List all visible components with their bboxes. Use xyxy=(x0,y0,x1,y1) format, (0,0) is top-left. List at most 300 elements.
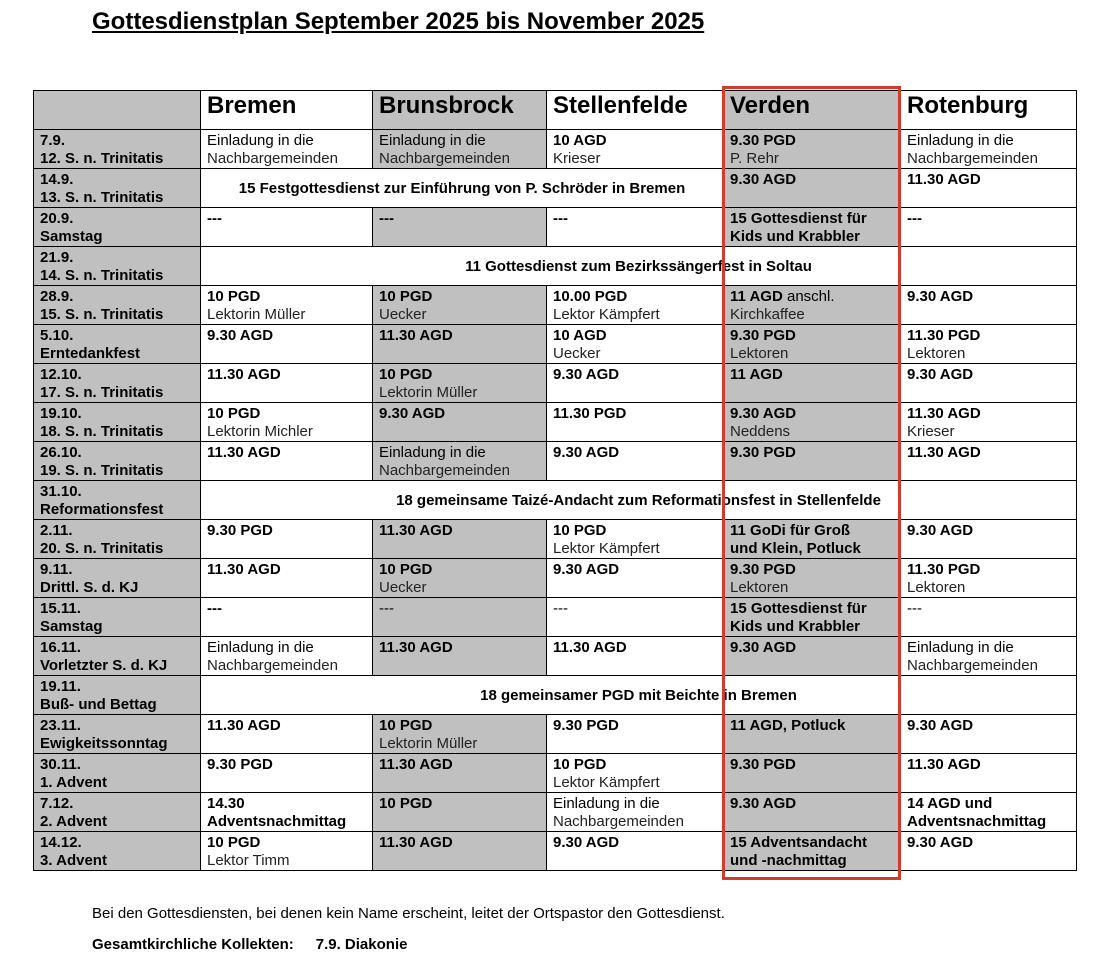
service-cell-rotenburg xyxy=(901,520,1077,559)
service-cell-verden xyxy=(724,208,901,247)
service-time: 11.30 AGD xyxy=(207,444,281,461)
service-time: 9.30 AGD xyxy=(730,405,797,422)
service-time: 11.30 AGD xyxy=(207,561,281,578)
row-date: 21.9. xyxy=(40,249,74,266)
service-line-1 xyxy=(207,210,366,228)
service-cell-stellenfelde xyxy=(547,442,724,481)
service-line-1 xyxy=(207,366,366,384)
date-cell xyxy=(34,598,201,637)
service-line-1 xyxy=(207,600,366,618)
service-line-2: Nachbargemeinden xyxy=(379,462,510,479)
header-corner-cell xyxy=(34,91,201,130)
service-cell-brunsbrock xyxy=(373,208,547,247)
service-line-2: Nachbargemeinden xyxy=(379,150,510,167)
footnote: Bei den Gottesdiensten, bei denen kein Name erscheint, leitet der Ortspastor den Gottesdienst. xyxy=(92,905,725,922)
row-day: Vorletzter S. d. KJ xyxy=(40,657,168,674)
service-line-1 xyxy=(553,405,717,423)
schedule-row xyxy=(34,169,1077,208)
service-line-1 xyxy=(207,756,366,774)
row-day: Reformationsfest xyxy=(40,501,164,518)
service-cell-bremen xyxy=(201,442,373,481)
row-day: 1. Advent xyxy=(40,774,107,791)
service-line-1 xyxy=(730,405,894,423)
date-cell xyxy=(34,208,201,247)
service-time: --- xyxy=(379,600,394,617)
service-cell-bremen xyxy=(201,715,373,754)
service-time: 11.30 AGD xyxy=(207,717,281,734)
service-time: Einladung in die xyxy=(553,795,660,812)
service-line-1 xyxy=(553,600,717,618)
service-line-1 xyxy=(730,834,894,852)
date-cell xyxy=(34,832,201,871)
service-cell-verden xyxy=(724,403,901,442)
service-line-2: Lektor Kämpfert xyxy=(553,540,660,557)
service-time: 9.30 AGD xyxy=(730,795,797,812)
service-time: 9.30 PGD xyxy=(730,444,796,461)
service-cell-rotenburg xyxy=(901,754,1077,793)
service-time: 11.30 PGD xyxy=(907,561,981,578)
service-cell-brunsbrock xyxy=(373,364,547,403)
date-cell xyxy=(34,481,201,520)
service-line-2: Lektorin Müller xyxy=(379,384,478,401)
schedule-row xyxy=(34,364,1077,403)
header-row xyxy=(34,91,1077,130)
row-date: 7.12. xyxy=(40,795,74,812)
service-line-1 xyxy=(907,795,1070,813)
service-time: 9.30 PGD xyxy=(207,522,273,539)
row-day: 14. S. n. Trinitatis xyxy=(40,267,164,284)
service-time: 9.30 AGD xyxy=(730,639,797,656)
service-cell-rotenburg xyxy=(901,130,1077,169)
date-cell xyxy=(34,325,201,364)
service-cell-brunsbrock xyxy=(373,325,547,364)
service-line-1 xyxy=(207,327,366,345)
service-line-1 xyxy=(907,522,1070,540)
service-line-2: Nachbargemeinden xyxy=(907,150,1038,167)
column-header-rotenburg: Rotenburg xyxy=(901,91,1077,130)
service-line-1 xyxy=(207,288,366,306)
service-time: 11.30 AGD xyxy=(553,639,627,656)
service-time: 10 PGD xyxy=(553,522,607,539)
schedule-table xyxy=(33,90,1077,871)
service-line-2: Lektorin Michler xyxy=(207,423,313,440)
date-cell xyxy=(34,247,201,286)
service-cell-brunsbrock xyxy=(373,637,547,676)
service-time: 11.30 AGD xyxy=(379,756,453,773)
service-line-2: Lektor Kämpfert xyxy=(553,306,660,323)
service-time: 11.30 AGD xyxy=(379,327,453,344)
service-cell-verden xyxy=(724,715,901,754)
service-line-1 xyxy=(907,444,1070,462)
service-line-2: Nachbargemeinden xyxy=(207,657,338,674)
row-date: 15.11. xyxy=(40,600,81,617)
row-day: Samstag xyxy=(40,228,103,245)
schedule-row xyxy=(34,832,1077,871)
service-line-1 xyxy=(379,522,540,540)
service-line-1 xyxy=(730,600,894,618)
service-cell-brunsbrock xyxy=(373,832,547,871)
service-line-2: und Klein, Potluck xyxy=(730,540,861,557)
service-cell-brunsbrock xyxy=(373,286,547,325)
service-time: 10.00 PGD xyxy=(553,288,628,305)
service-line-1 xyxy=(730,639,894,657)
service-cell-brunsbrock xyxy=(373,520,547,559)
date-cell xyxy=(34,442,201,481)
service-line-1 xyxy=(207,561,366,579)
service-cell-stellenfelde xyxy=(547,715,724,754)
service-cell-rotenburg xyxy=(901,442,1077,481)
service-line-1 xyxy=(207,522,366,540)
service-cell-stellenfelde xyxy=(547,286,724,325)
service-cell-brunsbrock xyxy=(373,598,547,637)
column-header-brunsbrock: Brunsbrock xyxy=(373,91,547,130)
service-time: Einladung in die xyxy=(379,132,486,149)
service-cell-verden xyxy=(724,325,901,364)
service-time: 15 Gottesdienst für xyxy=(730,600,867,617)
service-time: 9.30 AGD xyxy=(907,366,974,383)
service-time: 9.30 AGD xyxy=(553,366,620,383)
date-cell xyxy=(34,793,201,832)
service-cell-rotenburg xyxy=(901,832,1077,871)
service-line-2: Krieser xyxy=(553,150,601,167)
row-day: 15. S. n. Trinitatis xyxy=(40,306,164,323)
service-time: 11.30 AGD xyxy=(379,639,453,656)
service-time: 9.30 AGD xyxy=(379,405,446,422)
service-cell-bremen xyxy=(201,637,373,676)
service-time: --- xyxy=(553,600,568,617)
service-cell-verden xyxy=(724,286,901,325)
service-time: 11.30 AGD xyxy=(907,756,981,773)
service-cell-stellenfelde xyxy=(547,598,724,637)
service-time: 9.30 AGD xyxy=(907,834,974,851)
column-header-verden: Verden xyxy=(724,91,901,130)
service-time: 9.30 PGD xyxy=(553,717,619,734)
service-line-1 xyxy=(553,366,717,384)
service-cell-rotenburg xyxy=(901,793,1077,832)
row-day: 18. S. n. Trinitatis xyxy=(40,423,164,440)
service-line-1 xyxy=(730,366,894,384)
service-time: 11.30 AGD xyxy=(907,444,981,461)
service-cell-brunsbrock xyxy=(373,442,547,481)
service-cell-verden xyxy=(724,598,901,637)
service-line-2: Kids und Krabbler xyxy=(730,618,861,635)
schedule-row xyxy=(34,130,1077,169)
service-line-1 xyxy=(379,366,540,384)
service-line-1 xyxy=(379,210,540,228)
row-date: 14.9. xyxy=(40,171,74,188)
service-time: 11 GoDi für Groß xyxy=(730,522,851,539)
service-cell-rotenburg xyxy=(901,559,1077,598)
service-time: Einladung in die xyxy=(207,132,314,149)
service-cell-verden xyxy=(724,364,901,403)
service-cell-bremen xyxy=(201,130,373,169)
collection-label: Gesamtkirchliche Kollekten: xyxy=(92,936,294,953)
service-line-1 xyxy=(553,639,717,657)
service-cell-bremen xyxy=(201,325,373,364)
service-time: 11 AGD xyxy=(730,288,783,305)
schedule-row xyxy=(34,325,1077,364)
service-line-1 xyxy=(379,327,540,345)
service-cell-stellenfelde xyxy=(547,364,724,403)
row-day: Buß- und Bettag xyxy=(40,696,157,713)
service-cell-verden xyxy=(724,793,901,832)
service-line-2: Neddens xyxy=(730,423,791,440)
service-line-1 xyxy=(379,444,540,462)
service-line-1 xyxy=(730,795,894,813)
service-cell-verden xyxy=(724,169,901,208)
service-cell-verden xyxy=(724,559,901,598)
service-cell-bremen xyxy=(201,832,373,871)
service-time: 11 AGD xyxy=(730,366,783,383)
service-line-1 xyxy=(553,756,717,774)
row-day: 12. S. n. Trinitatis xyxy=(40,150,164,167)
service-time: 10 PGD xyxy=(207,405,261,422)
service-cell-stellenfelde xyxy=(547,520,724,559)
service-cell-stellenfelde xyxy=(547,793,724,832)
service-cell-rotenburg xyxy=(901,208,1077,247)
service-cell-brunsbrock xyxy=(373,715,547,754)
service-time: 9.30 PGD xyxy=(207,756,273,773)
service-time: 9.30 PGD xyxy=(730,561,796,578)
service-cell-rotenburg xyxy=(901,598,1077,637)
row-date: 20.9. xyxy=(40,210,74,227)
service-cell-rotenburg xyxy=(901,325,1077,364)
row-date: 19.10. xyxy=(40,405,82,422)
service-time: 11.30 AGD xyxy=(907,405,981,422)
service-time: 9.30 AGD xyxy=(907,717,974,734)
service-line-1 xyxy=(730,327,894,345)
schedule-row xyxy=(34,520,1077,559)
service-line-2: Lektoren xyxy=(907,345,966,362)
service-cell-bremen xyxy=(201,520,373,559)
schedule-row xyxy=(34,676,1077,715)
service-line-1 xyxy=(553,795,717,813)
date-cell xyxy=(34,754,201,793)
service-cell-bremen xyxy=(201,286,373,325)
service-cell-verden xyxy=(724,754,901,793)
service-line-1 xyxy=(379,288,540,306)
service-time: --- xyxy=(207,210,222,227)
row-date: 26.10. xyxy=(40,444,82,461)
service-line-1 xyxy=(907,171,1070,189)
service-line-1 xyxy=(907,366,1070,384)
service-cell-bremen xyxy=(201,208,373,247)
service-line-1 xyxy=(553,444,717,462)
date-cell xyxy=(34,676,201,715)
service-line-1 xyxy=(553,288,717,306)
service-line-1 xyxy=(379,600,540,618)
service-line-1 xyxy=(730,210,894,228)
service-line-1 xyxy=(907,756,1070,774)
service-line-1 xyxy=(379,756,540,774)
service-cell-verden xyxy=(724,442,901,481)
schedule-row xyxy=(34,403,1077,442)
row-date: 16.11. xyxy=(40,639,81,656)
service-line-1 xyxy=(553,834,717,852)
service-time: 11.30 AGD xyxy=(379,522,453,539)
service-time: 11.30 AGD xyxy=(379,834,453,851)
row-date: 7.9. xyxy=(40,132,66,149)
service-cell-rotenburg xyxy=(901,169,1077,208)
service-line-2: Lektoren xyxy=(730,579,789,596)
service-time: 10 PGD xyxy=(379,795,433,812)
service-line-1 xyxy=(553,717,717,735)
service-time: 9.30 AGD xyxy=(207,327,274,344)
service-line-1 xyxy=(730,561,894,579)
service-line-2: Lektoren xyxy=(730,345,789,362)
service-cell-stellenfelde xyxy=(547,208,724,247)
service-cell-stellenfelde xyxy=(547,130,724,169)
service-time: 9.30 AGD xyxy=(907,288,974,305)
row-date: 23.11. xyxy=(40,717,81,734)
service-line-1 xyxy=(730,132,894,150)
service-time: 10 AGD xyxy=(553,327,607,344)
service-time: 14.30 xyxy=(207,795,245,812)
service-line-2: Lektoren xyxy=(907,579,966,596)
row-date: 28.9. xyxy=(40,288,74,305)
service-cell-bremen xyxy=(201,403,373,442)
service-line-1 xyxy=(907,561,1070,579)
service-time: 10 PGD xyxy=(379,288,433,305)
date-cell xyxy=(34,130,201,169)
row-day: 19. S. n. Trinitatis xyxy=(40,462,164,479)
date-cell xyxy=(34,286,201,325)
date-cell xyxy=(34,637,201,676)
service-time: 10 PGD xyxy=(207,288,261,305)
service-time: 9.30 PGD xyxy=(730,327,796,344)
service-line-2: Adventsnachmittag xyxy=(907,813,1047,830)
service-line-1 xyxy=(730,756,894,774)
column-header-bremen: Bremen xyxy=(201,91,373,130)
row-date: 31.10. xyxy=(40,483,82,500)
row-day: 17. S. n. Trinitatis xyxy=(40,384,164,401)
service-line-1 xyxy=(907,288,1070,306)
column-header-stellenfelde: Stellenfelde xyxy=(547,91,724,130)
row-day: 2. Advent xyxy=(40,813,107,830)
service-line-1 xyxy=(907,210,1070,228)
schedule-row xyxy=(34,208,1077,247)
service-time: 10 PGD xyxy=(379,366,433,383)
service-time: 15 Gottesdienst für xyxy=(730,210,867,227)
service-line-2: Nachbargemeinden xyxy=(907,657,1038,674)
service-cell-rotenburg xyxy=(901,403,1077,442)
service-time: 14 AGD und xyxy=(907,795,993,812)
schedule-row xyxy=(34,442,1077,481)
service-line-1 xyxy=(207,795,366,813)
service-line-2: und -nachmittag xyxy=(730,852,847,869)
service-line-2: Kids und Krabbler xyxy=(730,228,861,245)
service-line-1 xyxy=(207,639,366,657)
service-line-1 xyxy=(730,717,894,735)
service-cell-brunsbrock xyxy=(373,793,547,832)
service-cell-bremen xyxy=(201,559,373,598)
service-line-2: P. Rehr xyxy=(730,150,779,167)
service-cell-stellenfelde xyxy=(547,559,724,598)
service-cell-bremen xyxy=(201,598,373,637)
row-date: 2.11. xyxy=(40,522,73,539)
service-time: 11.30 AGD xyxy=(207,366,281,383)
service-cell-brunsbrock xyxy=(373,754,547,793)
schedule-row xyxy=(34,286,1077,325)
collection-line xyxy=(92,936,407,953)
service-line-1 xyxy=(907,327,1070,345)
service-cell-bremen xyxy=(201,754,373,793)
service-line-1 xyxy=(553,132,717,150)
service-time: --- xyxy=(553,210,568,227)
service-line-1 xyxy=(553,561,717,579)
service-time: 9.30 PGD xyxy=(730,756,796,773)
service-line-1 xyxy=(207,132,366,150)
service-time: --- xyxy=(907,210,922,227)
joint-service-cell: 18 gemeinsame Taizé-Andacht zum Reformationsfest in Stellenfelde xyxy=(201,481,1077,520)
date-cell xyxy=(34,364,201,403)
schedule-row xyxy=(34,793,1077,832)
service-time: Einladung in die xyxy=(379,444,486,461)
row-date: 14.12. xyxy=(40,834,82,851)
service-line-2: Lektorin Müller xyxy=(379,735,478,752)
service-cell-bremen xyxy=(201,364,373,403)
service-line-1 xyxy=(379,132,540,150)
collection-value: 7.9. Diakonie xyxy=(315,936,408,953)
service-cell-stellenfelde xyxy=(547,403,724,442)
row-day: Samstag xyxy=(40,618,103,635)
service-time: --- xyxy=(907,600,922,617)
service-line-1 xyxy=(379,561,540,579)
service-cell-verden xyxy=(724,637,901,676)
service-line-1 xyxy=(907,639,1070,657)
service-time: 11.30 PGD xyxy=(907,327,981,344)
service-line-1 xyxy=(730,522,894,540)
service-time: Einladung in die xyxy=(207,639,314,656)
service-line-2: Adventsnachmittag xyxy=(207,813,347,830)
service-cell-verden xyxy=(724,130,901,169)
service-line-1 xyxy=(730,444,894,462)
row-day: Erntedankfest xyxy=(40,345,141,362)
service-cell-verden xyxy=(724,832,901,871)
schedule-row xyxy=(34,715,1077,754)
service-line-1 xyxy=(207,834,366,852)
service-time: 9.30 PGD xyxy=(730,132,796,149)
service-line-2: Krieser xyxy=(907,423,955,440)
service-line-1 xyxy=(907,405,1070,423)
schedule-row xyxy=(34,481,1077,520)
service-time: 10 AGD xyxy=(553,132,607,149)
page-title: Gottesdienstplan September 2025 bis November 2025 xyxy=(92,8,705,35)
row-date: 9.11. xyxy=(40,561,73,578)
service-cell-bremen xyxy=(201,793,373,832)
service-line-1 xyxy=(553,327,717,345)
service-cell-rotenburg xyxy=(901,286,1077,325)
date-cell xyxy=(34,715,201,754)
service-line-1 xyxy=(907,132,1070,150)
service-time: 11 AGD, Potluck xyxy=(730,717,846,734)
service-line-2: Lektor Timm xyxy=(207,852,290,869)
service-cell-stellenfelde xyxy=(547,832,724,871)
date-cell xyxy=(34,520,201,559)
row-date: 12.10. xyxy=(40,366,82,383)
row-day: Ewigkeitssonntag xyxy=(40,735,168,752)
service-line-1 xyxy=(207,717,366,735)
service-line-2: Uecker xyxy=(379,306,427,323)
service-time: 10 PGD xyxy=(379,717,433,734)
service-line-2: Lektorin Müller xyxy=(207,306,306,323)
service-time: 10 PGD xyxy=(379,561,433,578)
service-time: --- xyxy=(379,210,394,227)
service-time: 15 Adventsandacht xyxy=(730,834,867,851)
service-line-1 xyxy=(379,639,540,657)
service-cell-verden xyxy=(724,520,901,559)
service-extra: anschl. xyxy=(782,288,835,305)
